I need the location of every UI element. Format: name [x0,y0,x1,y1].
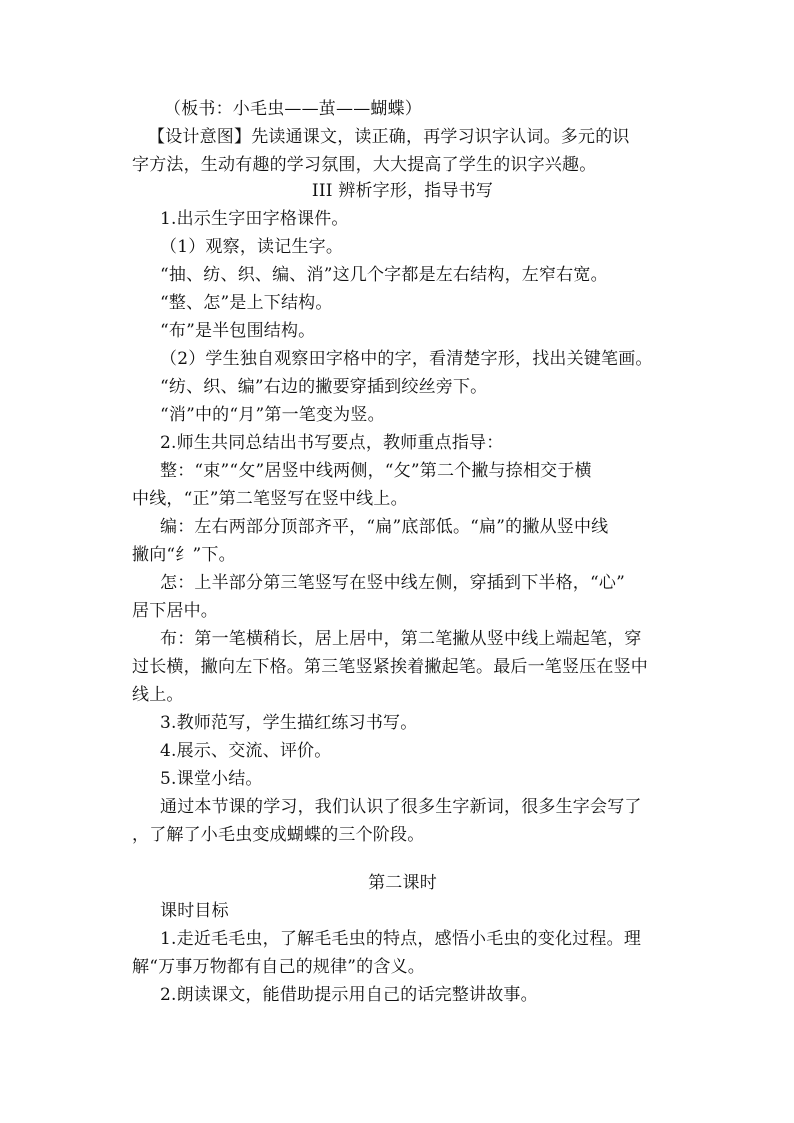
bian-guide-line-1: 编：左右两部分顶部齐平，“扁”底部低。“扁”的撇从竖中线 [160,517,609,537]
bu-guide-line-3: 线上。 [132,685,184,705]
note-silk-radical: “纺、织、编”右边的撇要穿插到绞丝旁下。 [160,377,488,397]
zen-guide-line-1: 怎：上半部分第三笔竖写在竖中线左侧，穿插到下半格，“心” [160,573,625,593]
design-intent-text: 先读通课文，读正确，再学习识字认词。多元的识 [251,127,630,147]
step-1: 1.出示生字田字格课件。 [160,209,349,229]
step-5: 5.课堂小结。 [160,769,263,789]
objective-1-line-1: 1.走近毛毛虫，了解毛毛虫的特点，感悟小毛虫的变化过程。理 [160,929,642,949]
objectives-label: 课时目标 [160,901,229,921]
summary-line-1: 通过本节课的学习，我们认识了很多生字新词，很多生字会写了 [160,797,642,817]
bian-guide-line-2: 撇向“纟”下。 [132,545,236,565]
design-intent-line-1 [148,126,630,148]
design-intent-line-2: 字方法，生动有趣的学习氛围，大大提高了学生的识字兴趣。 [132,155,597,175]
zheng-guide-line-2: 中线，“正”第二笔竖写在竖中线上。 [132,489,408,509]
board-note: （板书：小毛虫——茧——蝴蝶） [164,99,422,119]
objective-1-line-2: 解“万事万物都有自己的规律”的含义。 [132,957,425,977]
note-moon-component: “消”中的“月”第一笔变为竖。 [160,405,385,425]
bu-guide-line-2: 过长横，撇向左下格。第三笔竖紧挨着撇起笔。最后一笔竖压在竖中 [132,657,648,677]
step-3: 3.教师范写，学生描红练习书写。 [160,713,418,733]
structure-half-enclosure: “布”是半包围结构。 [160,321,316,341]
step-1-sub-1: （1）观察，读记生字。 [160,237,344,257]
lesson-2-heading: 第二课时 [368,873,437,893]
structure-top-bottom: “整、怎”是上下结构。 [160,293,333,313]
section-heading: III 辨析字形，指导书写 [311,181,494,201]
structure-left-right: “抽、纺、织、编、消”这几个字都是左右结构，左窄右宽。 [160,265,608,285]
step-1-sub-2: （2）学生独自观察田字格中的字，看清楚字形，找出关键笔画。 [160,349,653,369]
zen-guide-line-2: 居下居中。 [132,601,218,621]
step-2: 2.师生共同总结出书写要点，教师重点指导： [160,433,504,453]
objective-2: 2.朗读课文，能借助提示用自己的话完整讲故事。 [160,985,538,1005]
summary-line-2: ，了解了小毛虫变成蝴蝶的三个阶段。 [132,825,425,845]
bu-guide-line-1: 布：第一笔横稍长，居上居中，第二笔撇从竖中线上端起笔，穿 [160,629,642,649]
step-4: 4.展示、交流、评价。 [160,741,332,761]
design-intent-label: 【设计意图】 [148,127,252,147]
zheng-guide-line-1: 整：“束”“攵”居竖中线两侧，“攵”第二个撇与捺相交于横 [160,461,592,481]
